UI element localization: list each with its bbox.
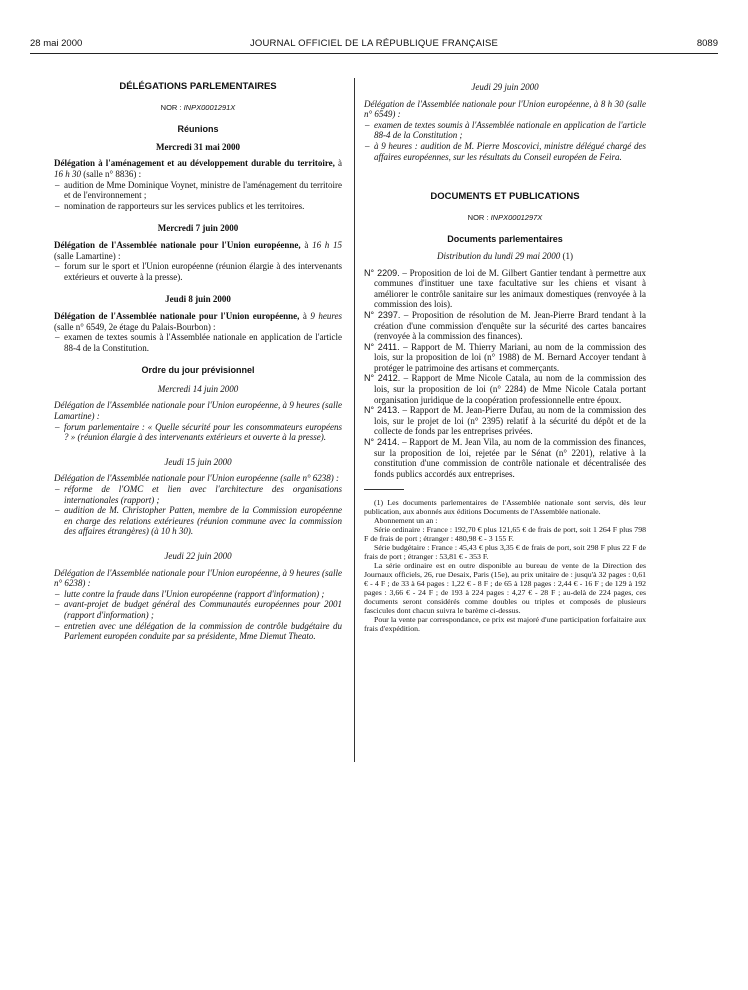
agenda-list [54, 422, 342, 443]
column-divider [354, 78, 355, 762]
agenda-item: – réforme de l'OMC et lien avec l'architecture des organisations internationales (rapport) ; [54, 484, 342, 505]
meeting-intro: Délégation de l'Assemblée nationale pour l'Union européenne, à 9 heures (salle n° 6549, 2e étage du Palais-Bourbon) : [54, 310, 342, 332]
meeting-intro: Délégation de l'Assemblée nationale pour l'Union européenne (salle n° 6238) : [54, 473, 340, 484]
agenda-item: – audition de M. Christopher Patten, membre de la Commission européenne en charge des relations extérieures (réunion commune avec la commission des affaires étrangères) (à 10 h 30). [54, 505, 342, 537]
agenda-item: – examen de textes soumis à l'Assemblée nationale en application de l'article 88-4 de la Constitution ; [364, 120, 646, 141]
agenda-item: – nomination de rapporteurs sur les services publics et les territoires. [54, 201, 342, 212]
meeting-date: Mercredi 31 mai 2000 [156, 141, 240, 152]
section-title-documents: DOCUMENTS ET PUBLICATIONS [430, 191, 580, 203]
agenda-list [54, 484, 342, 537]
footnote-paragraph: Série ordinaire : France : 192,70 € plus 121,65 € de frais de port, soit 1 264 F plus 798 F de frais de port ; étranger : 480,98 € - 3 155 F. [364, 525, 646, 544]
agenda-list [364, 120, 646, 162]
document-number: N° 2209. [364, 267, 400, 278]
agenda-list [54, 180, 342, 212]
footnote-paragraph: (1) Les documents parlementaires de l'Assemblée nationale sont servis, dès leur publication, aux abonnés aux éditions Documents de l'Assemblée nationale. [364, 498, 646, 517]
document-entry: N° 2413. – Rapport de M. Jean-Pierre Dufau, au nom de la commission des lois, sur le projet de loi (n° 2395) relatif à la sécurité du dépôt et de la collecte de fonds par les entreprises privées. [364, 405, 646, 437]
document-entry: N° 2414. – Rapport de M. Jean Vila, au nom de la commission des finances, sur la proposition de loi, rejetée par le Sénat (n° 2201), relative à la constitution d'une commission de contrôle nationale et décentralisée des fonds publics accordés aux entreprises. [364, 437, 647, 479]
agenda-item: – lutte contre la fraude dans l'Union européenne (rapport d'information) ; [54, 589, 342, 600]
meeting-intro: Délégation à l'aménagement et au développement durable du territoire, à 16 h 30 (salle n° 8836) : [54, 158, 342, 179]
document-entry: N° 2412. – Rapport de Mme Nicole Catala, au nom de la commission des lois, sur la proposition de loi (n° 2284) de Mme Nicole Catala portant organisation juridique de la coopération professionnelle entre époux. [364, 373, 646, 405]
agenda-item: – à 9 heures : audition de M. Pierre Moscovici, ministre délégué chargé des affaires européennes, sur les résultats du Conseil européen de Feira. [364, 141, 646, 162]
agenda-list [54, 261, 342, 282]
distribution-date: Distribution du lundi 29 mai 2000 (1) [436, 250, 573, 261]
agenda-item: – examen de textes soumis à l'Assemblée nationale en application de l'article 88-4 de la Constitution. [54, 332, 342, 353]
agenda-list [54, 332, 342, 353]
document-number: N° 2414. [364, 437, 400, 448]
ordre-du-jour-title: Ordre du jour prévisionnel [141, 365, 255, 376]
header-date: 28 mai 2000 [30, 38, 83, 49]
meeting-intro: Délégation de l'Assemblée nationale pour l'Union européenne, à 9 heures (salle n° 6238) : [54, 567, 342, 589]
meeting-intro: Délégation de l'Assemblée nationale pour l'Union européenne, à 8 h 30 (salle n° 6549) : [364, 98, 646, 120]
nor-reference [54, 103, 342, 114]
reunions-title: Réunions [177, 124, 219, 135]
nor-label: NOR : [160, 102, 184, 112]
footnote [364, 498, 646, 633]
footnote-paragraph: La série ordinaire est en outre disponible au bureau de vente de la Direction des Journaux officiels, 26, rue Desaix, Paris (15e), au prix unitaire de : jusqu'à 32 pages : 0,61 € - 4 F ; de 33 à 64 pages : 1,22 € - 8 F ; de 65 à 128 pages : 2,44 € - 16 F ; de 129 à 192 pages : 3,66 € - 24 F ; de 193 à 224 pages : 4,27 € - 28 F ; au-delà de 224 pages, ces documents seront considérés comme doubles ou triples et composés de plusieurs fascicules dont chacun suivra le barème ci-dessus. [364, 561, 646, 616]
section-title-delegations: DÉLÉGATIONS PARLEMENTAIRES [119, 81, 277, 92]
right-column [364, 82, 646, 633]
meeting-date: Jeudi 22 juin 2000 [164, 551, 232, 561]
document-entry: N° 2411. – Rapport de M. Thierry Mariani, au nom de la commission des lois, sur la proposition de loi (n° 1988) de M. Bernard Accoyer tendant à protéger le patrimoine des artisans et commerçants. [364, 341, 646, 373]
footnote-paragraph: Abonnement un an : [374, 516, 438, 526]
agenda-item: – forum parlementaire : « Quelle sécurité pour les consommateurs européens ? » (réunion élargie à des intervenants extérieurs et ouverte à la presse). [54, 422, 342, 443]
meeting-date: Mercredi 7 juin 2000 [157, 223, 239, 234]
footnote-paragraph: Série budgétaire : France : 45,43 € plus 3,35 € de frais de port, soit 298 F plus 22 F de frais de port ; étranger : 53,81 € - 353 F. [364, 543, 646, 562]
meeting-intro: Délégation de l'Assemblée nationale pour l'Union européenne, à 16 h 15 (salle Lamartine) : [54, 239, 343, 261]
agenda-item: – forum sur le sport et l'Union européenne (réunion élargie à des intervenants extérieurs et ouverte à la presse). [54, 261, 342, 282]
meeting-date: Mercredi 14 juin 2000 [157, 383, 239, 394]
nor-label: NOR : [467, 212, 491, 222]
nor-reference [364, 213, 646, 224]
nor-code: INPX0001297X [490, 212, 543, 222]
page-number: 8089 [696, 38, 718, 49]
document-number: N° 2411. [364, 341, 400, 352]
running-header [30, 38, 718, 52]
left-column [54, 82, 342, 642]
documents-title: Documents parlementaires [447, 234, 563, 245]
journal-title: JOURNAL OFFICIEL DE LA RÉPUBLIQUE FRANÇAISE [249, 38, 499, 49]
footnote-paragraph: Pour la vente par correspondance, ce prix est majoré d'une participation forfaitaire aux frais d'expédition. [364, 615, 646, 634]
agenda-item: – audition de Mme Dominique Voynet, ministre de l'aménagement du territoire et de l'environnement ; [54, 180, 342, 201]
nor-code: INPX0001291X [183, 102, 236, 112]
document-number: N° 2413. [364, 405, 400, 416]
meeting-intro: Délégation de l'Assemblée nationale pour l'Union européenne, à 9 heures (salle Lamartine) : [54, 400, 342, 422]
agenda-item: – avant-projet de budget général des Communautés européennes pour 2001 (rapport d'information) ; [54, 599, 342, 620]
header-rule [30, 53, 718, 54]
document-entry: N° 2209. – Proposition de loi de M. Gilbert Gantier tendant à permettre aux communes d'instituer une taxe facultative sur les chiens et visant à améliorer le contrôle sanitaire sur les animaux domestiques (renvoyée à la commission des lois). [364, 267, 647, 310]
agenda-item: – entretien avec une délégation de la commission de contrôle budgétaire du Parlement européen conduite par sa présidente, Mme Diemut Theato. [54, 621, 342, 642]
agenda-list [54, 589, 342, 642]
meeting-date: Jeudi 29 juin 2000 [471, 82, 539, 92]
document-number: N° 2412. [364, 373, 401, 384]
meeting-date: Jeudi 15 juin 2000 [164, 456, 232, 467]
document-entry: N° 2397. – Proposition de résolution de M. Jean-Pierre Brard tendant à la création d'une commission d'enquête sur la sécurité des cartes bancaires (renvoyée à la commission des finances). [364, 309, 646, 342]
document-number: N° 2397. [364, 309, 401, 320]
meeting-date: Jeudi 8 juin 2000 [165, 294, 231, 305]
